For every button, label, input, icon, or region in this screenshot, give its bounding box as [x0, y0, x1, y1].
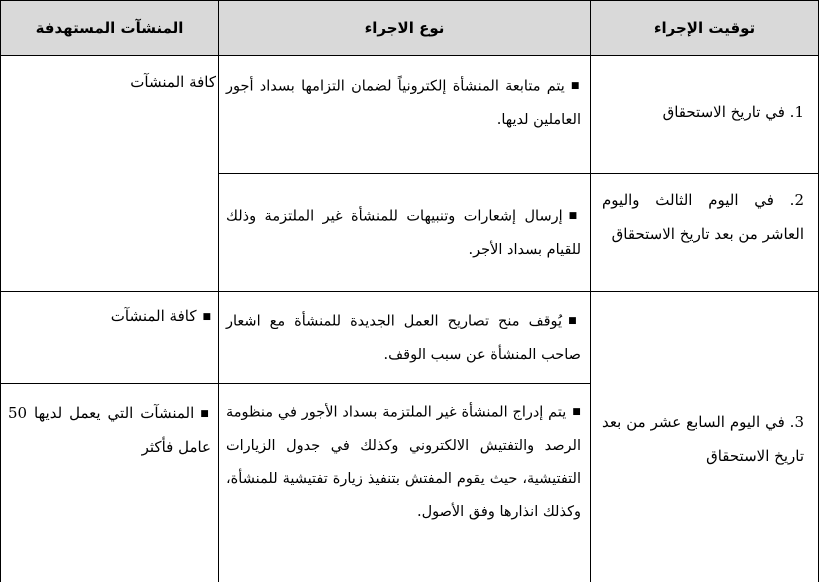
header-targets: المنشآت المستهدفة	[35, 19, 184, 37]
row-divider-2	[0, 291, 819, 292]
bullet-icon: ■	[570, 81, 581, 91]
action-cell-2	[226, 200, 581, 267]
table-border-left	[0, 0, 1, 582]
action-cell-3	[226, 305, 581, 372]
column-divider-right	[590, 0, 591, 582]
bullet-icon: ■	[200, 408, 211, 419]
action-text-4: يتم إدراج المنشأة غير الملتزمة بسداد الأجور في منظومة الرصد والتفتيش الالكتروني وكذلك في جدول الزيارات التفتيشية، حيث يقوم المفتش بتنفيذ زيارة تفتيشية للمنشأة، وكذلك انذارها وفق الأصول.	[226, 404, 581, 520]
action-text-2: إرسال إشعارات وتنبيهات للمنشأة غير الملتزمة وذلك للقيام بسداد الأجر.	[226, 208, 581, 258]
target-text-3: المنشآت التي يعمل لديها 50 عامل فأكثر	[8, 404, 211, 456]
bullet-icon: ■	[568, 211, 581, 221]
timing-cell-1: 1. في تاريخ الاستحقاق	[662, 103, 804, 121]
action-cell-4	[226, 396, 581, 529]
header-divider	[0, 55, 819, 56]
target-cell-1: كافة المنشآت	[130, 73, 216, 91]
target-text-2: كافة المنشآت	[110, 307, 197, 325]
bullet-icon: ■	[568, 316, 581, 326]
header-action-type: نوع الاجراء	[364, 19, 445, 37]
target-cell-3	[8, 397, 211, 464]
column-divider-left	[218, 0, 219, 582]
bullet-icon: ■	[572, 407, 581, 417]
timing-cell-2: 2. في اليوم الثالث واليوم العاشر من بعد تاريخ الاستحقاق	[602, 191, 804, 243]
header-timing: توقيت الإجراء	[653, 19, 756, 37]
target-cell-2	[8, 300, 211, 334]
action-text-1: يتم متابعة المنشأة إلكترونياً لضمان التزامها بسداد أجور العاملين لديها.	[226, 78, 581, 128]
action-cell-1	[226, 70, 581, 137]
row-divider-1	[219, 173, 819, 174]
row-divider-3	[0, 383, 590, 384]
action-text-3: يُوقف منح تصاريح العمل الجديدة للمنشأة مع اشعار صاحب المنشأة عن سبب الوقف.	[226, 313, 581, 363]
bullet-icon: ■	[202, 311, 211, 322]
timing-cell-3: 3. في اليوم السابع عشر من بعد تاريخ الاستحقاق	[602, 413, 804, 465]
